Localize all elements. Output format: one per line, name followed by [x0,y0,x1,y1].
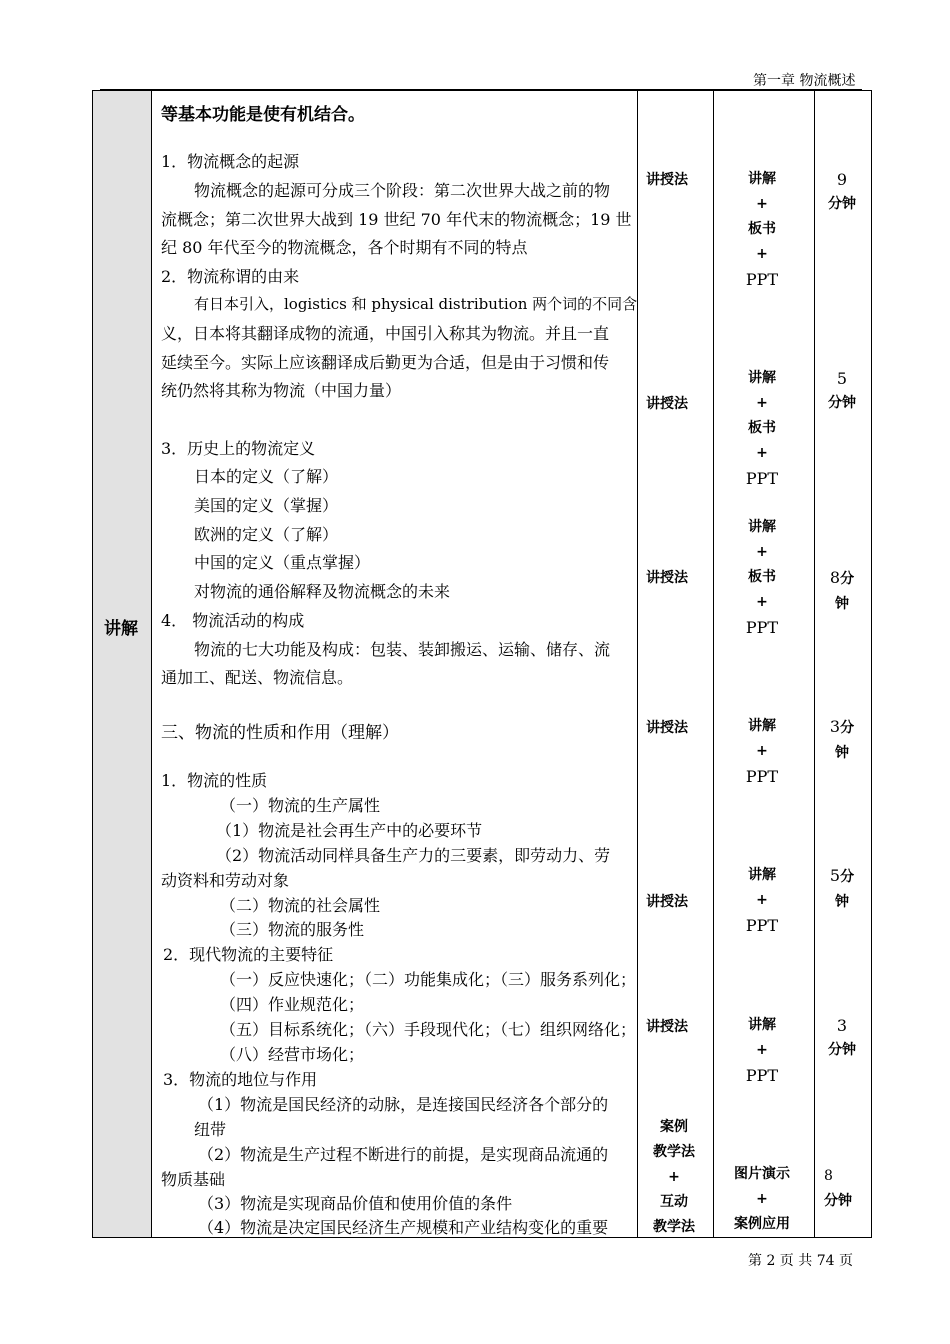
content-line: （1）物流是社会再生产中的必要环节 [216,821,483,840]
means-group: 讲解 + 板书 + PPT [745,171,779,289]
content-line: 动资料和劳动对象 [161,871,290,890]
page-number: 第 2 页 共 74 页 [748,1253,853,1269]
content-line: 日本的定义（了解） [194,467,339,486]
content-line: 3．历史上的物流定义 [161,439,316,458]
chapter-header: 第一章 物流概述 [753,73,856,89]
content-line: 等基本功能是使有机结合。 [161,105,365,125]
time-cell: 3 分钟 [828,1016,856,1058]
content-line: （八）经营市场化； [220,1045,365,1064]
content-line: 物流的七大功能及构成：包装、装卸搬运、运输、储存、流 [194,640,611,659]
content-line: （五）目标系统化；（六）手段现代化；（七）组织网络化； [220,1020,637,1039]
time-cell: 8 分钟 [824,1168,852,1209]
section-column [93,91,152,1237]
content-line: （1）物流是国民经济的动脉，是连接国民经济各个部分的 [198,1095,609,1114]
content-line: 义，日本将其翻译成物的流通，中国引入称其为物流。并且一直 [161,324,610,343]
content-line: 1．物流的性质 [161,771,268,790]
time-cell: 8分 钟 [829,568,855,612]
content-line: 流概念；第二次世界大战到 19 世纪 70 年代末的物流概念；19 世 [161,210,632,229]
content-line: （4）物流是决定国民经济生产规模和产业结构变化的重要 [198,1218,609,1237]
time-cell: 5分 钟 [829,866,855,910]
case-method-label: 案例 教学法 + 互动 教学法 [653,1119,695,1235]
time-cell: 5 分钟 [828,369,856,411]
content-line: （四）作业规范化； [220,995,365,1014]
content-line: （2）物流活动同样具备生产力的三要素，即劳动力、劳 [216,846,611,865]
content-line: （一）物流的生产属性 [220,796,381,815]
method-label: 讲授法 [646,894,688,910]
content-line: 2．物流称谓的由来 [161,267,300,286]
content-line: 1．物流概念的起源 [161,152,300,171]
content-line: 中国的定义（重点掌握） [194,553,371,572]
content-line: 延续至今。实际上应该翻译成后勤更为合适，但是由于习惯和传 [161,353,610,372]
content-line: 有日本引入，logistics 和 physical distribution 两个词的不同含 [194,295,638,313]
content-line: 4． 物流活动的构成 [161,611,305,630]
means-group: 图片演示 + 案例应用 [734,1166,790,1232]
means-group: 讲解 + PPT [745,718,779,786]
content-line: 纪 80 年代至今的物流概念，各个时期有不同的特点 [161,238,528,257]
content-line: 纽带 [194,1120,227,1139]
time-cell: 3分 钟 [829,717,855,761]
content-line: （一）反应快速化；（二）功能集成化；（三）服务系列化； [220,970,637,989]
content-line: （二）物流的社会属性 [220,896,381,915]
means-group: 讲解 + 板书 + PPT [745,370,779,488]
content-line: （2）物流是生产过程不断进行的前提，是实现商品流通的 [198,1145,609,1164]
content-line: 物质基础 [161,1170,226,1189]
means-group: 讲解 + 板书 + PPT [745,519,779,637]
method-label: 讲授法 [646,570,688,586]
content-line: 物流概念的起源可分成三个阶段：第二次世界大战之前的物 [194,181,611,200]
method-label: 讲授法 [646,172,688,188]
content-line: 欧洲的定义（了解） [194,525,339,544]
content-line: 通加工、配送、物流信息。 [161,668,354,687]
content-line: 2．现代物流的主要特征 [163,945,334,964]
content-line: （三）物流的服务性 [220,920,365,939]
time-cell: 9 分钟 [828,170,856,212]
method-label: 讲授法 [646,720,688,736]
column-divider [814,91,815,1237]
method-label: 讲授法 [646,396,688,412]
means-group: 讲解 + PPT [745,867,779,935]
section-label: 讲解 [104,619,138,639]
content-line: 美国的定义（掌握） [194,496,339,515]
column-divider [637,91,638,1237]
content-line: 对物流的通俗解释及物流概念的未来 [194,582,451,601]
content-line: （3）物流是实现商品价值和使用价值的条件 [198,1194,513,1213]
method-label: 讲授法 [646,1019,688,1035]
means-group: 讲解 + PPT [745,1017,779,1085]
content-line: 统仍然将其称为物流（中国力量） [161,381,402,400]
content-line: 3．物流的地位与作用 [163,1070,318,1089]
section-heading: 三、物流的性质和作用（理解） [161,723,399,743]
